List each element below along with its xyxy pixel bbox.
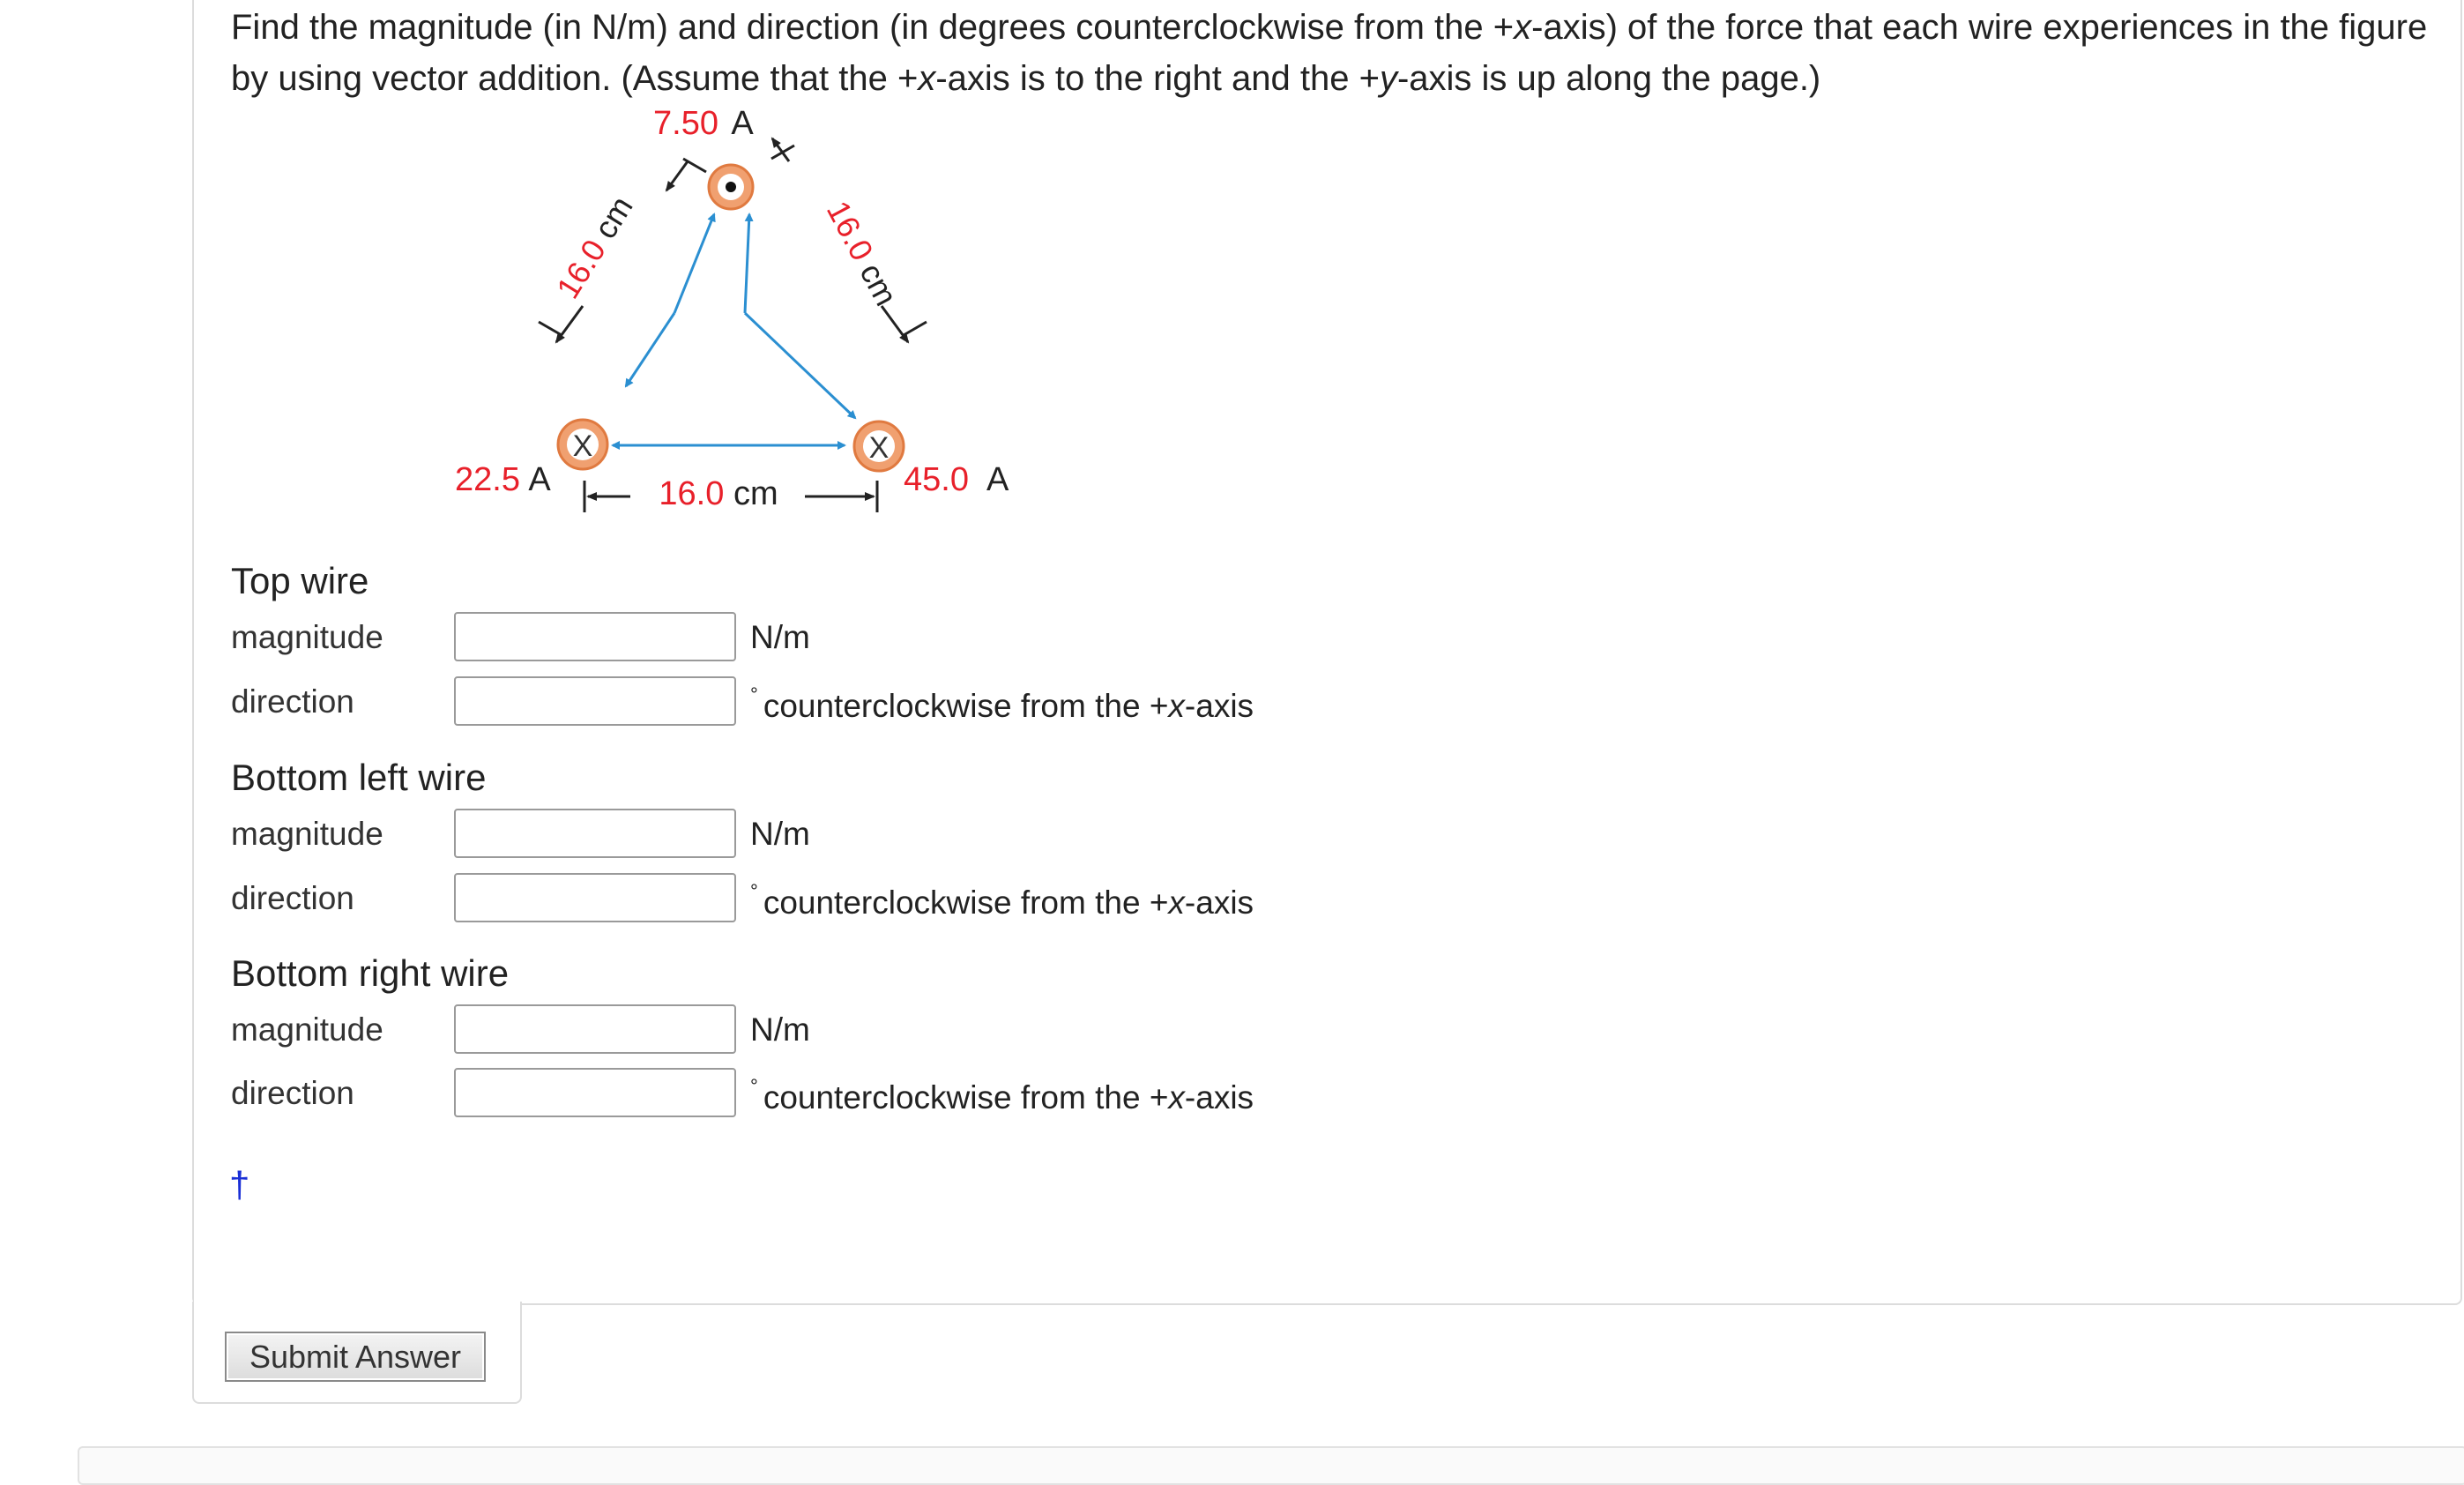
label-bottom-left-direction: direction — [231, 880, 354, 916]
label-bottom-left-magnitude: magnitude — [231, 816, 383, 852]
bottom-right-wire — [854, 422, 904, 471]
submit-answer-button[interactable]: Submit Answer — [225, 1332, 486, 1382]
top-wire-magnitude-input[interactable] — [454, 612, 736, 661]
bottom-left-wire-direction-input[interactable] — [454, 873, 736, 922]
unit-top-magnitude: N/m — [750, 619, 810, 655]
unit-bottom-right-direction: ° counterclockwise from the +x-axis — [750, 1075, 1254, 1116]
bottom-right-current-value: 45.0 — [904, 461, 969, 498]
into-page-symbol-left: X — [572, 429, 593, 463]
question-text: Find the magnitude (in N/m) and direction (in degrees counterclockwise from the +x-axis) of the force that each wire experiences in the figure by using vector addition. (Assume that the +x-axis is to the right and the +y-axis is up along the page.) — [231, 8, 2428, 98]
section-title-top-wire: Top wire — [231, 560, 369, 601]
unit-bottom-left-direction: ° counterclockwise from the +x-axis — [750, 880, 1254, 921]
section-title-bottom-left-wire: Bottom left wire — [231, 757, 487, 798]
left-dimension-line — [539, 159, 706, 342]
unit-top-direction: ° counterclockwise from the +x-axis — [750, 683, 1254, 724]
unit-bottom-left-magnitude: N/m — [750, 816, 810, 852]
dagger-footnote-link[interactable]: † — [229, 1164, 250, 1205]
bottom-side-length: 16.0 cm — [659, 475, 778, 512]
bottom-left-current-unit: A — [528, 461, 551, 498]
bottom-right-current-unit: A — [986, 461, 1009, 498]
bottom-left-wire — [558, 420, 607, 469]
right-side-length: 16.0 cm — [819, 194, 905, 312]
top-wire-direction-input[interactable] — [454, 676, 736, 726]
into-page-symbol-right: X — [868, 431, 890, 465]
bottom-panel-edge — [78, 1446, 2464, 1485]
bottom-left-wire-magnitude-input[interactable] — [454, 809, 736, 858]
unit-bottom-right-magnitude: N/m — [750, 1011, 810, 1048]
label-bottom-right-direction: direction — [231, 1075, 354, 1111]
label-top-direction: direction — [231, 683, 354, 720]
force-vectors — [613, 214, 855, 445]
label-bottom-right-magnitude: magnitude — [231, 1011, 383, 1048]
top-wire — [709, 165, 753, 209]
wire-triangle-figure — [436, 101, 1036, 542]
top-current-unit: A — [731, 105, 754, 142]
bottom-right-wire-direction-input[interactable] — [454, 1068, 736, 1117]
label-top-magnitude: magnitude — [231, 619, 383, 655]
bottom-right-wire-magnitude-input[interactable] — [454, 1004, 736, 1054]
bottom-left-current-value: 22.5 — [455, 461, 520, 498]
section-title-bottom-right-wire: Bottom right wire — [231, 952, 510, 994]
left-side-length: 16.0 cm — [549, 190, 640, 305]
top-current-value: 7.50 — [653, 105, 718, 142]
